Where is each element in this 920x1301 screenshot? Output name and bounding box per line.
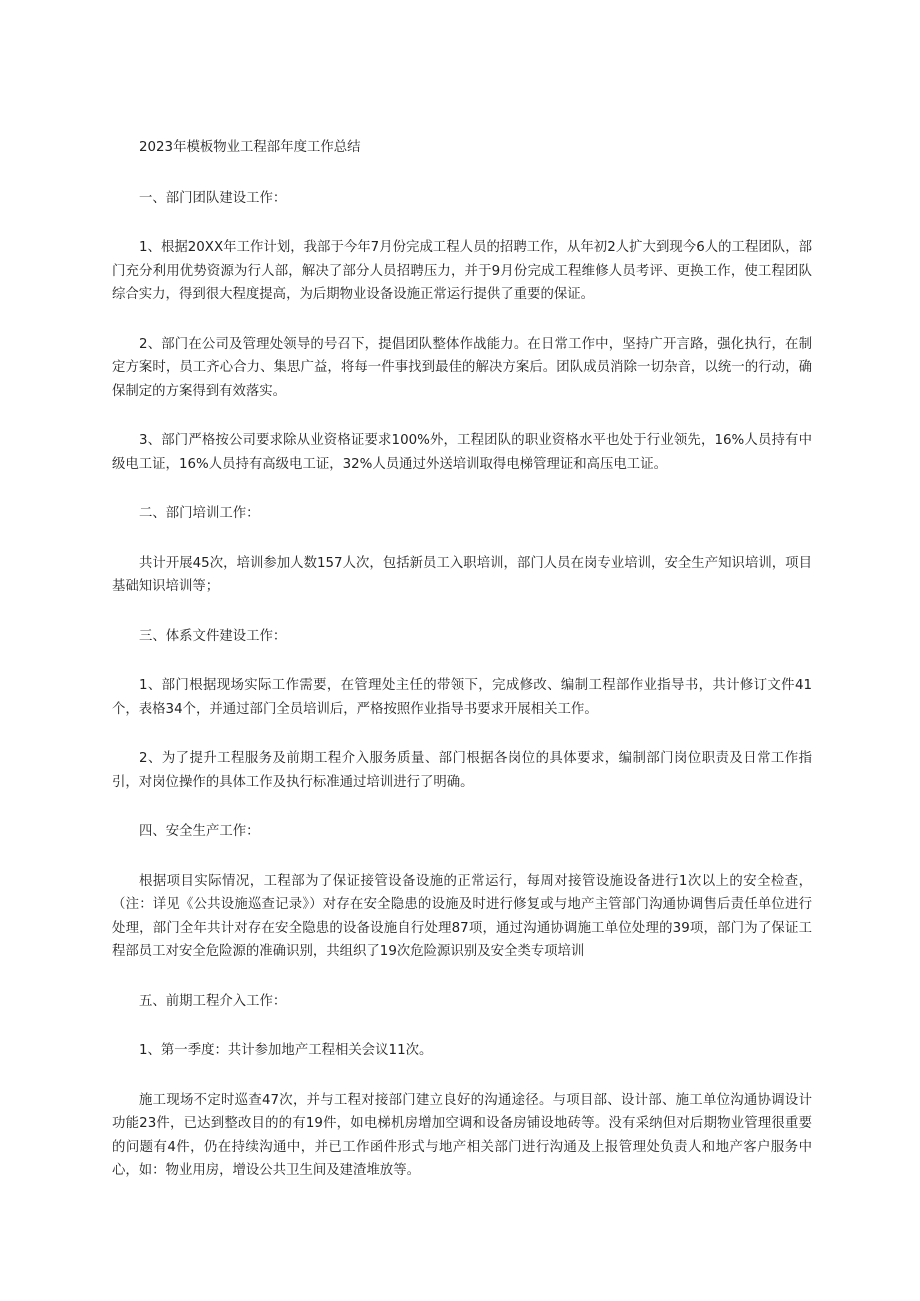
team-paragraph-2: 2、部门在公司及管理处领导的号召下，提倡团队整体作战能力。在日常工作中，坚持广开言路，强化执行，在制定方案时，员工齐心合力、集思广益，将每一件事找到最佳的解决方案后。团队成员消除一切杂音，以统一的行动，确保制定的方案得到有效落实。 — [112, 336, 812, 399]
document-body — [112, 136, 812, 1209]
section-heading-safety: 四、安全生产工作： — [139, 824, 260, 839]
early-involvement-paragraph-2: 施工现场不定时巡查47次，并与工程对接部门建立良好的沟通途径。与项目部、设计部、施工单位沟通协调设计功能23件，已达到整改目的的有19件，如电梯机房增加空调和设备房铺设地砖等。没有采纳但对后期物业管理很重要的问题有4件，仍在持续沟通中，并已工作函件形式与地产相关部门进行沟通及上报管理处负责人和地产客户服务中心，如：物业用房，增设公共卫生间及建渣堆放等。 — [112, 1092, 812, 1178]
section-heading-team: 一、部门团队建设工作： — [139, 190, 287, 206]
section-heading-documents: 三、体系文件建设工作： — [139, 628, 287, 644]
documents-paragraph-2: 2、为了提升工程服务及前期工程介入服务质量、部门根据各岗位的具体要求，编制部门岗位职责及日常工作指引，对岗位操作的具体工作及执行标准通过培训进行了明确。 — [112, 751, 812, 790]
document-title: 2023年模板物业工程部年度工作总结 — [139, 140, 361, 155]
section-heading-early-involvement: 五、前期工程介入工作： — [139, 993, 287, 1009]
team-paragraph-1: 1、根据20XX年工作计划，我部于今年7月份完成工程人员的招聘工作，从年初2人扩大到现今6人的工程团队，部门充分利用优势资源为行人部，解决了部分人员招聘压力，并于9月份完成工程维修人员考评、更换工作，使工程团队综合实力，得到很大程度提高，为后期物业设备设施正常运行提供了重要的保证。 — [112, 240, 812, 302]
safety-paragraph-1: 根据项目实际情况，工程部为了保证接管设备设施的正常运行，每周对接管设施设备进行1次以上的安全检查，（注：详见《公共设施巡查记录》）对存在安全隐患的设施及时进行修复或与地产主管部门沟通协调售后责任单位进行处理，部门全年共计对存在安全隐患的设备设施自行处理87项，通过沟通协调施工单位处理的39项，部门为了保证工程部员工对安全危险源的准确识别，共组织了19次危险源识别及安全类专项培训 — [112, 873, 812, 959]
documents-paragraph-1: 1、部门根据现场实际工作需要，在管理处主任的带领下，完成修改、编制工程部作业指导书，共计修订文件41个，表格34个，并通过部门全员培训后，严格按照作业指导书要求开展相关工作。 — [112, 678, 812, 717]
section-heading-training: 二、部门培训工作： — [139, 506, 260, 521]
team-paragraph-3: 3、部门严格按公司要求除从业资格证要求100%外，工程团队的职业资格水平也处于行业领先，16%人员持有中级电工证，16%人员持有高级电工证，32%人员通过外送培训取得电梯管理证和高压电工证。 — [112, 433, 812, 472]
early-involvement-paragraph-1: 1、第一季度：共计参加地产工程相关会议11次。 — [139, 1043, 433, 1058]
training-paragraph-1: 共计开展45次，培训参加人数157人次，包括新员工入职培训，部门人员在岗专业培训，安全生产知识培训，项目基础知识培训等； — [112, 555, 812, 594]
